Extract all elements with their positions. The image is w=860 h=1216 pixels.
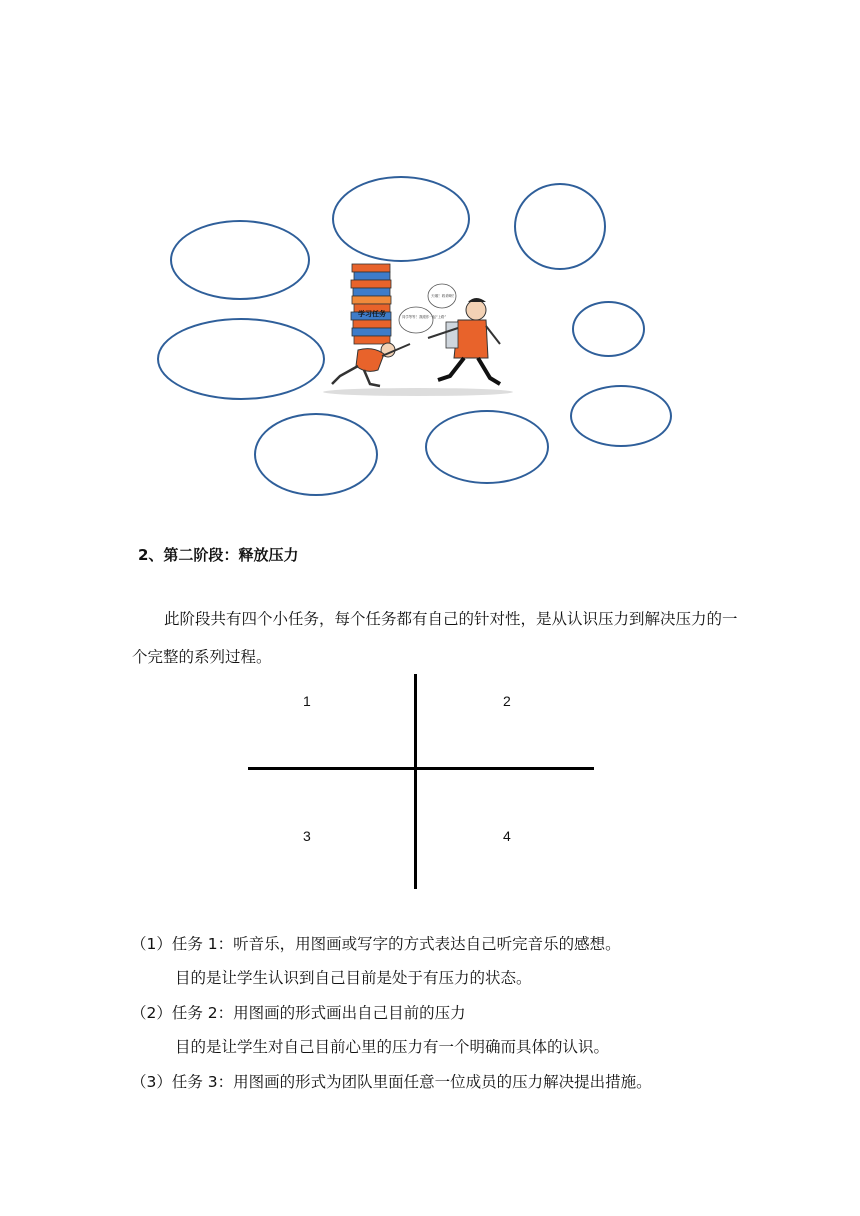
quadrant-label-4: 4 xyxy=(503,828,511,844)
thought-bubble-6 xyxy=(570,385,672,447)
speech-right: 天哪！救命啊！ xyxy=(431,294,457,298)
speech-left: 同学等等！我跟你一起“上路” xyxy=(402,315,447,319)
quadrant-label-3: 3 xyxy=(303,828,311,844)
running-student-icon xyxy=(428,298,500,384)
task-3-line: （3）任务 3：用图画的形式为团队里面任意一位成员的压力解决提出措施。 xyxy=(131,1073,652,1091)
section-heading: 2、第二阶段：释放压力 xyxy=(138,546,299,564)
thought-bubble-5 xyxy=(572,301,645,357)
quadrant-label-1: 1 xyxy=(303,693,311,709)
stress-cartoon-illustration xyxy=(318,258,518,398)
thought-bubble-7 xyxy=(254,413,378,496)
task-1-line: （1）任务 1：听音乐，用图画或写字的方式表达自己听完音乐的感想。 xyxy=(131,935,621,953)
task-2-line: （2）任务 2：用图画的形式画出自己目前的压力 xyxy=(131,1004,466,1022)
thought-bubble-4 xyxy=(157,318,325,400)
quadrant-label-2: 2 xyxy=(503,693,511,709)
section-paragraph: 此阶段共有四个小任务，每个任务都有自己的针对性，是从认识压力到解决压力的一个完整的系列过程。 xyxy=(132,610,738,666)
thought-bubble-3 xyxy=(514,183,606,270)
task-1-purpose: 目的是让学生认识到自己目前是处于有压力的状态。 xyxy=(175,969,532,987)
task-2-purpose: 目的是让学生对自己目前心里的压力有一个明确而具体的认识。 xyxy=(175,1038,610,1056)
quadrant-vertical-line xyxy=(414,674,417,889)
thought-bubble-2 xyxy=(332,176,470,262)
thought-bubble-1 xyxy=(170,220,310,300)
thought-bubble-8 xyxy=(425,410,549,484)
books-label: 学习任务 xyxy=(358,310,386,318)
book-stack-icon xyxy=(351,264,391,344)
quadrant-horizontal-line xyxy=(248,767,594,770)
struggling-student-icon xyxy=(332,343,410,386)
